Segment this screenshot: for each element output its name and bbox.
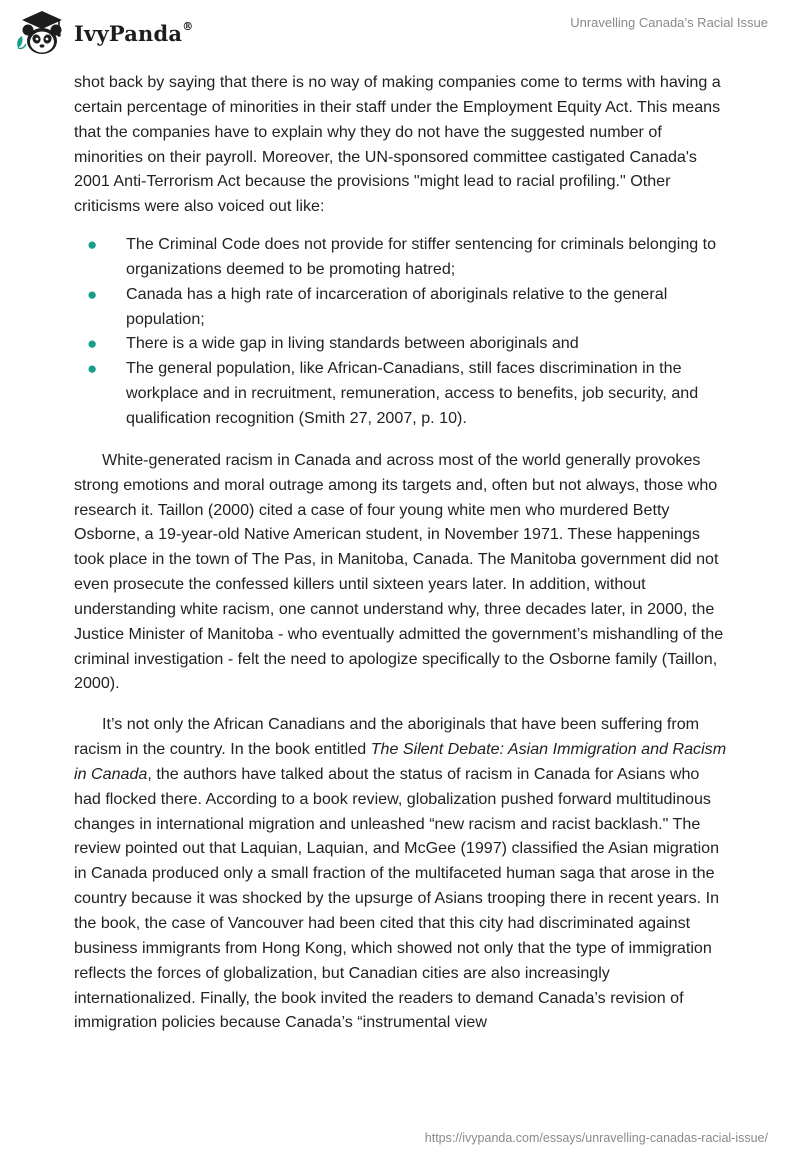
footer-url-link[interactable]: https://ivypanda.com/essays/unravelling-canadas-racial-issue/ bbox=[424, 1131, 768, 1145]
panda-graduate-logo-icon bbox=[14, 8, 70, 58]
bullet-dot-icon: ● bbox=[87, 284, 98, 304]
list-item-text: The general population, like African-Canadians, still faces discrimination in the workplace and in recruitment, remuneration, access to benefits, job security, and qualification recognition (Smith 27, 2007, p. 10). bbox=[126, 359, 699, 427]
brand-name-text: IvyPanda bbox=[74, 20, 183, 46]
essay-body bbox=[74, 70, 730, 1051]
criticism-list bbox=[74, 232, 730, 431]
list-item bbox=[74, 356, 730, 431]
list-item bbox=[74, 232, 730, 282]
bullet-dot-icon: ● bbox=[87, 235, 98, 255]
paragraph-2: White-generated racism in Canada and across most of the world generally provokes strong emotions and moral outrage among its targets and, often but not always, those who research it. Taillon (2000) cited a case of four young white men who murdered Betty Osborne, a 19-year-old Native American student, in November 1971. These happenings took place in the town of The Pas, in Manitoba, Canada. The Manitoba government did not even prosecute the confessed killers until sixteen years later. In addition, without understanding white racism, one cannot understand why, three decades later, in 2000, the Justice Minister of Manitoba - who eventually admitted the government’s mishandling of the criminal investigation - felt the need to apologize specifically to the Osborne family (Taillon, 2000). bbox=[74, 450, 724, 693]
paragraph-3-intro: It’s not only the African Canadians and the aboriginals that have been suffering from racism in the country. In the book entitled bbox=[74, 715, 700, 759]
paragraph-1: shot back by saying that there is no way of making companies come to terms with having a certain percentage of minorities in their staff under the Employment Equity Act. This means that the companies have to explain why they do not have the suggested number of minorities on their payroll. Moreover, the UN-sponsored committee castigated Canada's 2001 Anti-Terrorism Act because the provisions "might lead to racial profiling." Other criticisms were also voiced out like: bbox=[74, 73, 721, 216]
list-item-text: There is a wide gap in living standards between aboriginals and bbox=[126, 334, 579, 353]
bullet-dot-icon: ● bbox=[87, 359, 98, 379]
brand-name bbox=[74, 21, 193, 46]
paragraph-3 bbox=[74, 712, 730, 1035]
list-item-text: The Criminal Code does not provide for stiffer sentencing for criminals belonging to organizations deemed to be promoting hatred; bbox=[126, 235, 717, 278]
list-item-text: Canada has a high rate of incarceration of aboriginals relative to the general population; bbox=[126, 284, 668, 328]
brand-logo[interactable] bbox=[14, 8, 193, 58]
list-item bbox=[74, 331, 730, 356]
list-item bbox=[74, 282, 730, 332]
page-header bbox=[0, 0, 800, 64]
registered-mark: ® bbox=[182, 19, 194, 33]
document-title: Unravelling Canada’s Racial Issue bbox=[570, 15, 768, 30]
bullet-dot-icon: ● bbox=[87, 334, 98, 354]
book-title: The Silent Debate: Asian Immigration and Racism in Canada bbox=[74, 740, 727, 783]
paragraph-3-body: , the authors have talked about the status of racism in Canada for Asians who had flocked there. According to a book review, globalization pushed forward multitudinous changes in international migration and unleashed “new racism and racist backlash." The review pointed out that Laquian, Laquian, and McGee (1997) classified the Asian migration in Canada produced only a small fraction of the multifaceted human saga that arose in the country because it was shocked by the upsurge of Asians trooping there in recent years. In the book, the case of Vancouver had been cited that this city had discriminated against business immigrants from Hong Kong, which showed not only that the type of immigration reflects the forces of globalization, but Canadian cities are also increasingly internationalized. Finally, the book invited the readers to demand Canada’s revision of immigration policies because Canada’s “instrumental view bbox=[74, 764, 720, 1032]
